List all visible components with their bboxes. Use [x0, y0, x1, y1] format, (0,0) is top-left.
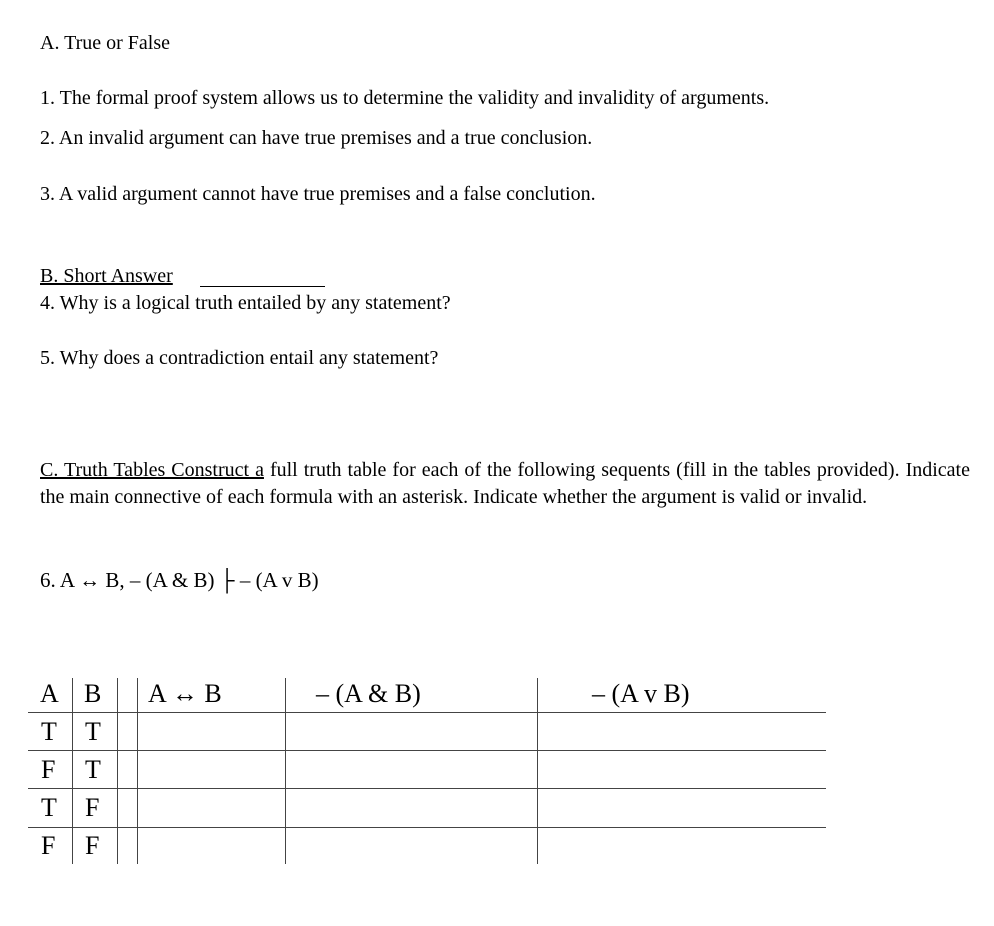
- section-c-heading: C. Truth Tables Construct a: [40, 459, 264, 481]
- question-1: 1. The formal proof system allows us to determine the validity and invalidity of arguments.: [40, 87, 770, 109]
- question-5: 5. Why does a contradiction entail any statement?: [40, 347, 439, 369]
- header-var-b: B: [84, 679, 102, 708]
- question-4: 4. Why is a logical truth entailed by any statement?: [40, 292, 451, 314]
- table-divider-a-b: [72, 678, 73, 864]
- table-rule-header: [28, 712, 826, 713]
- section-a-heading: A. True or False: [40, 32, 171, 54]
- header-negated-disjunction: – (A v B): [592, 679, 690, 708]
- table-divider-formula-1: [285, 678, 286, 864]
- section-c-instructions-text: full truth table for each of the following sequents (fill in the tables provided). Indicate the main connective of each formula with an asterisk. Indicate whether the argument is valid or invalid.: [40, 459, 970, 508]
- problem-6-sequent: 6. A ↔ B, – (A & B) ├ – (A v B): [40, 568, 319, 592]
- question-3: 3. A valid argument cannot have true premises and a false conclution.: [40, 183, 596, 205]
- table-rule-row-2: [28, 788, 826, 789]
- truth-table: [28, 672, 828, 867]
- table-rule-row-3: [28, 827, 826, 828]
- header-biconditional: A ↔ B: [148, 679, 222, 708]
- header-negated-conjunction: – (A & B): [316, 679, 421, 708]
- row-3-a: T: [41, 793, 57, 822]
- row-1-a: T: [41, 717, 57, 746]
- table-divider-vars: [137, 678, 138, 864]
- header-var-a: A: [40, 679, 59, 708]
- section-c-instructions: [40, 457, 970, 511]
- row-1-b: T: [85, 717, 101, 746]
- table-divider-formula-2: [537, 678, 538, 864]
- section-b-heading: B. Short Answer: [40, 265, 173, 287]
- table-rule-row-1: [28, 750, 826, 751]
- row-3-b: F: [85, 793, 100, 822]
- question-2: 2. An invalid argument can have true premises and a true conclusion.: [40, 127, 593, 149]
- row-2-a: F: [41, 755, 56, 784]
- table-divider-b: [117, 678, 118, 864]
- section-b-underline: [200, 286, 325, 287]
- row-4-b: F: [85, 831, 100, 860]
- row-2-b: T: [85, 755, 101, 784]
- row-4-a: F: [41, 831, 56, 860]
